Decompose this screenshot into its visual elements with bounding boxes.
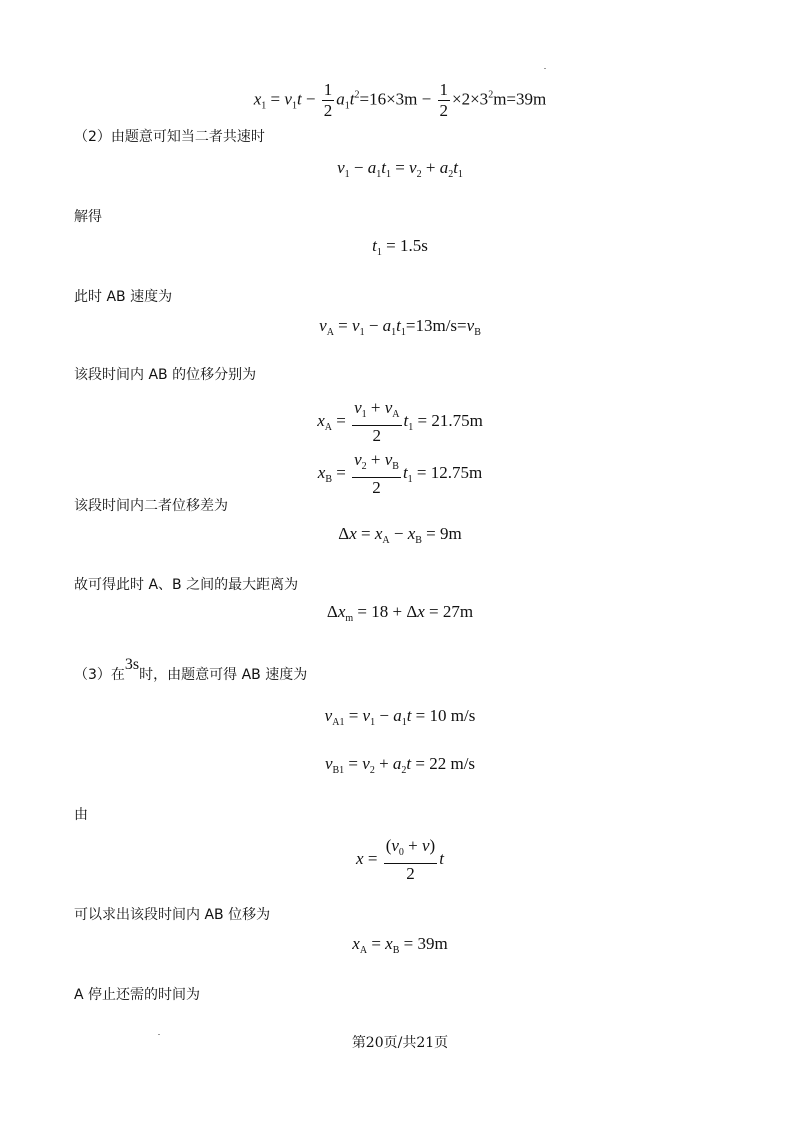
- equation-5: $x_A$ = $\frac{v_1 + v_A}{2}$ $t_1 = 21.75m$: [317, 398, 483, 445]
- displacement-diff-label: 该段时间内二者位移差为: [74, 498, 228, 514]
- equation-4: $v_A = v_1 - a_1t_1=13m/s=v_B$: [319, 316, 481, 338]
- a-stop-time-label: A 停止还需的时间为: [74, 987, 201, 1003]
- scan-speck: [158, 1034, 160, 1035]
- page-footer: 第20页/共21页: [351, 1035, 449, 1051]
- part2-heading: （2）由题意可知当二者共速时: [74, 129, 265, 145]
- equation-8: $\Delta x_m = 18 + \Delta x = 27m$: [326, 602, 474, 624]
- equation-11: x = $\frac{(v_0 + v)}{2}$ t: [356, 836, 444, 883]
- equation-2: $v_1 - a_1t_1 = v_2 + a_2t_1$: [337, 158, 463, 180]
- equation-7: $\Delta x = x_A - x_B = 9m$: [338, 524, 462, 546]
- scan-speck: [544, 68, 546, 69]
- equation-1: $x_1 = v_1t$ − $\frac{1}{2}$ $a_1t^2=16\times 3m$ − $\frac{1}{2}$ $\times 2\times 3^2m=39m$: [253, 80, 547, 120]
- part3-time: 3s: [124, 656, 140, 673]
- equation-6: $x_B$ = $\frac{v_2 + v_B}{2}$ $t_1 = 12.75m$: [317, 450, 483, 497]
- equation-10: $v_{B1} = v_2 + a_2t = 22$ m/s: [324, 754, 476, 776]
- equation-3: $t_1 = 1.5s$: [372, 236, 428, 258]
- part3-suffix: 时，由题意可得 AB 速度为: [139, 667, 308, 683]
- solve-label: 解得: [74, 209, 102, 225]
- ab-displacement-label: 该段时间内 AB 的位移分别为: [74, 367, 257, 383]
- part3-heading: [74, 656, 308, 684]
- by-label: 由: [74, 807, 88, 823]
- max-distance-label: 故可得此时 A、B 之间的最大距离为: [74, 577, 299, 593]
- equation-9: $v_{A1} = v_1 - a_1t = 10$ m/s: [324, 706, 476, 728]
- equation-12: $x_A = x_B = 39m$: [352, 934, 448, 956]
- ab-speed-label: 此时 AB 速度为: [74, 289, 173, 305]
- part3-prefix: （3）在: [74, 667, 125, 683]
- can-find-label: 可以求出该段时间内 AB 位移为: [74, 907, 271, 923]
